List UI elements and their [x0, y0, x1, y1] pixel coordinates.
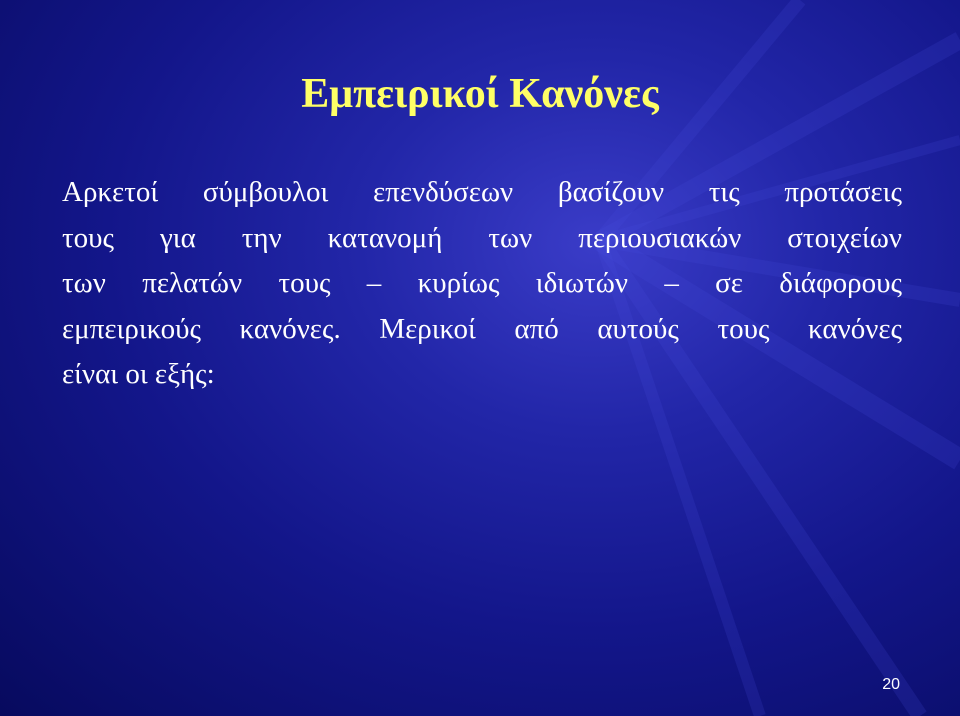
word: διάφορους — [779, 267, 902, 299]
paragraph-line-4 — [62, 307, 902, 353]
word: επενδύσεων — [373, 176, 514, 208]
word: στοιχείων — [787, 221, 902, 254]
word: ιδιωτών — [535, 267, 628, 299]
word: για — [159, 221, 196, 254]
word: κανόνες. — [239, 312, 341, 345]
dash: – — [366, 267, 382, 299]
word: τους — [717, 312, 770, 345]
slide-title: Εμπειρικοί Κανόνες — [301, 71, 659, 117]
word: βασίζουν — [557, 176, 665, 208]
word: την — [241, 221, 282, 254]
word: τους — [62, 221, 114, 254]
word: των — [62, 267, 106, 299]
word: Αρκετοί — [62, 176, 159, 208]
paragraph-line-5: είναι οι εξής: — [62, 358, 215, 390]
page-number: 20 — [882, 676, 900, 693]
word: αυτούς — [597, 312, 679, 345]
slide-body-paragraph — [62, 170, 902, 398]
paragraph-line-3 — [62, 261, 902, 307]
paragraph-line-1 — [62, 170, 902, 216]
word: σε — [715, 267, 743, 299]
word: εμπειρικούς — [62, 312, 201, 345]
word: τους — [278, 267, 331, 299]
word: από — [514, 312, 559, 345]
word: σύμβουλοι — [202, 176, 329, 208]
word: προτάσεις — [784, 176, 902, 208]
word: τις — [708, 176, 740, 208]
word: πελατών — [142, 267, 243, 299]
word: Μερικοί — [379, 312, 476, 345]
word: κατανομή — [327, 221, 443, 254]
dash: – — [664, 267, 679, 299]
word: κανόνες — [808, 312, 902, 345]
word: των — [488, 221, 533, 254]
word: κυρίως — [417, 267, 500, 299]
word: περιουσιακών — [578, 221, 742, 254]
paragraph-line-2 — [62, 216, 902, 262]
